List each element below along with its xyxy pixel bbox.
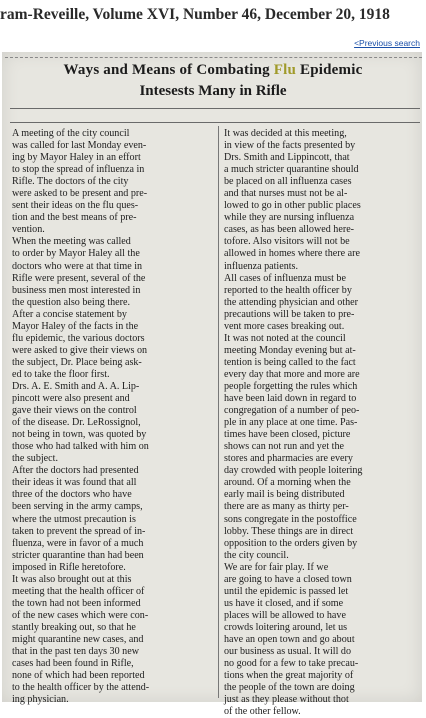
article-line: of the disease. Dr. LeRossignol,	[12, 417, 141, 429]
article-line: doctors who were at that time in	[12, 260, 143, 272]
article-line: It was decided at this meeting,	[224, 128, 347, 139]
article-line: have an open town and go about	[224, 633, 355, 645]
article-line: where the utmost precaution is	[12, 513, 136, 525]
article-line: ed to take the floor first.	[12, 368, 110, 380]
article-line: their ideas it was found that all	[12, 477, 137, 489]
article-line: Drs. A. E. Smith and A. A. Lip-	[12, 380, 140, 392]
article-line: be placed on all influenza cases	[224, 176, 352, 188]
article-line: It was also brought out at this	[12, 573, 132, 585]
article-line: no good for a few to take precau-	[224, 658, 359, 670]
article-line: lowed to go in other public places	[224, 200, 361, 212]
article-line: a much stricter quarantine should	[224, 164, 359, 176]
article-line: sent their ideas on the flu ques-	[12, 200, 139, 212]
article-line: every day that more and more are	[224, 368, 360, 380]
article-line: none of which had been reported	[12, 670, 145, 682]
article-line: After a concise statement by	[12, 308, 127, 320]
article-line: meeting Monday evening but at-	[224, 344, 356, 356]
newspaper-clipping	[2, 52, 422, 718]
article-line: stores and pharmacies are every	[224, 453, 353, 465]
article-line: congregation of a number of peo-	[224, 405, 360, 417]
article-line: to order by Mayor Haley all the	[12, 248, 140, 260]
column-divider	[218, 126, 219, 698]
article-line: allowed in homes where there are	[224, 248, 360, 260]
article-line: places will be allowed to have	[224, 609, 346, 621]
article-line: fluenza, were in favor of a much	[12, 537, 144, 549]
article-line: us have it closed, and if some	[224, 597, 344, 609]
article-line: Rifle were present, several of the	[12, 272, 146, 284]
article-line: tions when the great majority of	[224, 670, 354, 682]
article-line: times have been closed, picture	[224, 429, 351, 441]
article-line: ple in any place at one time. Pas-	[224, 417, 358, 429]
article-line: our business as usual. It will do	[224, 646, 352, 658]
article-line: in view of the facts presented by	[224, 140, 356, 152]
article-line: shows can not run and yet the	[224, 441, 344, 453]
article-line: to stop the spread of influenza in	[12, 164, 145, 176]
article-line: All cases of influenza must be	[224, 272, 346, 284]
article-line: of the new cases which were con-	[12, 609, 149, 621]
article-line: were asked to give their views on	[12, 344, 148, 356]
article-line: stricter quarantine than had been	[12, 549, 144, 561]
article-line: sons congregate in the postoffice	[224, 513, 357, 525]
article-line: It was not noted at the council	[224, 332, 346, 344]
article-line: and that nurses must not be al-	[224, 188, 348, 200]
article-line: the question also being there.	[12, 296, 131, 308]
article-line: vention.	[12, 224, 45, 236]
headline-rule	[10, 108, 420, 109]
article-line: the attending physician and other	[224, 296, 358, 308]
article-line: Rifle. The doctors of the city	[12, 176, 129, 188]
article-line: When the meeting was called	[12, 236, 131, 248]
article-line: until the epidemic is passed let	[224, 585, 349, 597]
article-line: opposition to the orders given by	[224, 537, 358, 549]
article-line: was called for last Monday even-	[12, 140, 147, 152]
article-line: reported to the health officer by	[224, 284, 352, 296]
article-line: that in the past ten days 30 new	[12, 646, 139, 658]
article-line: just as they please without thot	[224, 694, 349, 706]
article-line: imposed in Rifle heretofore.	[12, 561, 126, 573]
article-line: We are for fair play. If we	[224, 561, 329, 573]
article-line: the subject.	[12, 453, 58, 465]
article-line: tion and the best means of pre-	[12, 212, 137, 224]
article-line: the people of the town are doing	[224, 682, 355, 694]
headline-line-2: Intesests Many in Rifle	[139, 83, 287, 99]
previous-search-link[interactable]: <Previous search	[354, 38, 420, 48]
article-line: Drs. Smith and Lippincott, that	[224, 152, 350, 164]
page-title: ram-Reveille, Volume XVI, Number 46, December 20, 1918	[0, 6, 390, 23]
article-line: cases, as has been allowed here-	[224, 224, 355, 236]
article-line: vent more cases breaking out.	[224, 320, 345, 332]
article-line: business men most interested in	[12, 284, 141, 296]
flu-term: Flu	[273, 62, 297, 78]
article-column-left	[12, 128, 208, 706]
article-line: lobby. These things are in direct	[224, 525, 354, 537]
article-line: the city council.	[224, 549, 289, 561]
article-line: have been laid down in regard to	[224, 393, 357, 405]
article-line: are going to have a closed town	[224, 573, 352, 585]
article-headline	[8, 60, 418, 102]
article-line: Mayor Haley of the facts in the	[12, 320, 139, 332]
article-line: cases had been found in Rifle,	[12, 658, 134, 670]
article-line: ing physician.	[12, 694, 69, 706]
article-line: day crowded with people loitering	[224, 465, 363, 477]
article-line: three of the doctors who have	[12, 489, 132, 501]
article-line: crowds loitering around, let us	[224, 621, 348, 633]
article-line: there are as many as thirty per-	[224, 501, 349, 513]
article-line: influenza patients.	[224, 260, 298, 272]
article-line: A meeting of the city council	[12, 128, 130, 139]
article-line: pincott were also present and	[12, 393, 130, 405]
article-line: not being in town, was quoted by	[12, 429, 147, 441]
article-line: stantly breaking out, so that he	[12, 621, 136, 633]
article-line: taken to prevent the spread of in-	[12, 525, 146, 537]
article-line: tofore. Also visitors will not be	[224, 236, 350, 248]
article-column-right	[224, 128, 420, 718]
article-line: the town had not been informed	[12, 597, 141, 609]
article-line: of the other fellow.	[224, 706, 301, 718]
article-line: while they are nursing influenza	[224, 212, 355, 224]
article-line: After the doctors had presented	[12, 465, 139, 477]
article-line: those who had talked with him on	[12, 441, 149, 453]
article-line: meeting that the health officer of	[12, 585, 145, 597]
article-line: early mail is being distributed	[224, 489, 345, 501]
article-line: flu epidemic, the various doctors	[12, 332, 145, 344]
headline-rule-lower	[10, 122, 420, 123]
article-line: were asked to be present and pre-	[12, 188, 148, 200]
article-line: around. Of a morning when the	[224, 477, 351, 489]
article-line: might quarantine new cases, and	[12, 633, 144, 645]
article-line: to the health officer by the attend-	[12, 682, 150, 694]
article-line: been serving in the army camps,	[12, 501, 143, 513]
article-line: the subject, Dr. Place being ask-	[12, 356, 142, 368]
article-line: ing by Mayor Haley in an effort	[12, 152, 141, 164]
article-line: tention is being called to the fact	[224, 356, 356, 368]
article-line: gave their views on the control	[12, 405, 137, 417]
headline-line-1: Ways and Means of Combating Flu Epidemic	[63, 62, 363, 78]
article-line: precautions will be taken to pre-	[224, 308, 355, 320]
top-bar	[0, 0, 426, 32]
article-line: people forgetting the rules which	[224, 380, 358, 392]
